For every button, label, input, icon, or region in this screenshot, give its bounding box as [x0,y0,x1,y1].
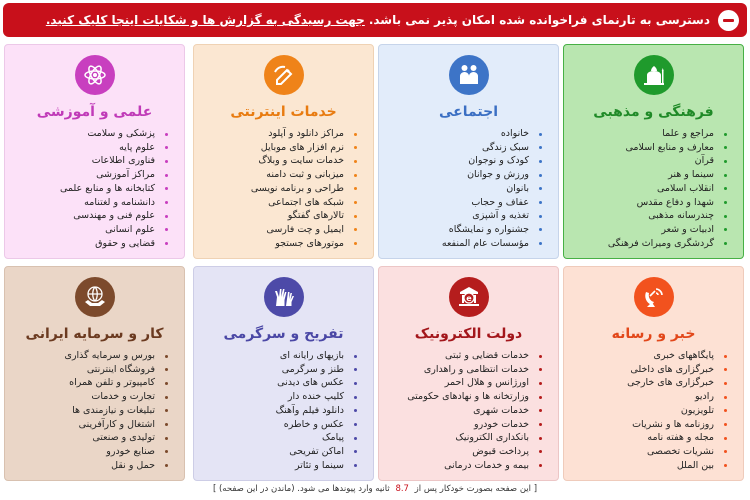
category-links [5,127,184,250]
category-links [379,127,558,250]
internet-services-icon[interactable] [264,55,304,95]
redirect-suffix[interactable]: ثانیه وارد پیوندها می شود. (ماندن در این صفحه) ] [212,484,390,494]
category-card-news [563,266,744,481]
category-link[interactable]: جشنواره و نمایشگاه [385,223,542,237]
category-link[interactable]: صنایع خودرو [11,445,168,459]
category-card-business [4,266,185,481]
category-link[interactable]: نشریات تخصصی [570,445,727,459]
category-link[interactable]: تبلیغات و نیازمندی ها [11,404,168,418]
category-link[interactable]: دانشنامه و لغتنامه [11,196,168,210]
category-title[interactable]: فرهنگی و مذهبی [593,104,714,120]
category-link[interactable]: عفاف و حجاب [385,196,542,210]
category-link[interactable]: چندرسانه مذهبی [570,209,727,223]
category-card-internet [193,44,374,259]
category-links [194,349,373,472]
category-link[interactable]: وزارتخانه ها و نهادهای حکومتی [385,390,542,404]
stop-icon [718,10,739,31]
satellite-dish-icon[interactable] [634,277,674,317]
category-link[interactable]: عکس های دیدنی [200,376,357,390]
category-title[interactable]: خبر و رسانه [611,326,696,342]
countdown-seconds: 8.7 [395,484,409,494]
category-card-science [4,44,185,259]
category-link[interactable]: ادبیات و شعر [570,223,727,237]
people-icon[interactable] [449,55,489,95]
category-link[interactable]: کتابخانه ها و منابع علمی [11,182,168,196]
category-link[interactable]: روزنامه ها و نشریات [570,418,727,432]
category-link[interactable]: کلیپ خنده دار [200,390,357,404]
complaint-link[interactable]: جهت رسیدگی به گزارش ها و شکایات اینجا کلیک کنید. [45,13,365,27]
category-link[interactable]: بانکداری الکترونیک [385,431,542,445]
category-link[interactable]: موتورهای جستجو [200,237,357,251]
category-link[interactable]: قرآن [570,154,727,168]
category-link[interactable]: فروشگاه اینترنتی [11,363,168,377]
category-link[interactable]: شبکه های اجتماعی [200,196,357,210]
category-link[interactable]: اماکن تفریحی [200,445,357,459]
category-links [564,349,743,472]
category-link[interactable]: خبرگزاری های داخلی [570,363,727,377]
category-link[interactable]: پرداخت قبوض [385,445,542,459]
category-card-entertainment [193,266,374,481]
category-link[interactable]: نرم افزار های موبایل [200,141,357,155]
category-link[interactable]: اشتغال و کارآفرینی [11,418,168,432]
auto-redirect-notice [0,484,750,498]
category-link[interactable]: خدمات قضایی و ثبتی [385,349,542,363]
category-link[interactable]: تولیدی و صنعتی [11,431,168,445]
category-link[interactable]: سبک زندگی [385,141,542,155]
category-link[interactable]: خبرگزاری های خارجی [570,376,727,390]
category-link[interactable]: مراکز آموزشی [11,168,168,182]
alert-message: دسترسی به تارنمای فراخوانده شده امکان پذیر نمی باشد. [368,13,710,27]
category-title[interactable]: دولت الکترونیک [414,326,523,342]
category-card-social [378,44,559,259]
category-link[interactable]: سینما و هنر [570,168,727,182]
category-card-cultural [563,44,744,259]
category-link[interactable]: طنز و سرگرمی [200,363,357,377]
category-link[interactable]: مؤسسات عام المنفعه [385,237,542,251]
category-link[interactable]: خدمات انتظامی و راهداری [385,363,542,377]
category-links [194,127,373,250]
redirect-prefix: [ این صفحه بصورت خودکار پس از [414,484,538,494]
category-link[interactable]: ورزش و جوانان [385,168,542,182]
category-link[interactable]: خدمات سایت و وبلاگ [200,154,357,168]
category-link[interactable]: فناوری اطلاعات [11,154,168,168]
category-link[interactable]: علوم انسانی [11,223,168,237]
category-link[interactable]: مراجع و علما [570,127,727,141]
category-link[interactable]: ایمیل و چت فارسی [200,223,357,237]
hands-up-icon[interactable] [264,277,304,317]
category-link[interactable]: مراکز دانلود و آپلود [200,127,357,141]
category-link[interactable]: طراحی و برنامه نویسی [200,182,357,196]
category-links [379,349,558,472]
category-links [564,127,743,250]
category-link[interactable]: علوم پایه [11,141,168,155]
category-title[interactable]: علمی و آموزشی [36,104,153,120]
svg-text:e: e [465,294,472,303]
category-link[interactable]: عکس و خاطره [200,418,357,432]
category-link[interactable]: بورس و سرمایه گذاری [11,349,168,363]
category-title[interactable]: کار و سرمایه ایرانی [25,326,164,342]
atom-icon[interactable] [75,55,115,95]
category-link[interactable]: شهدا و دفاع مقدس [570,196,727,210]
category-link[interactable]: بازیهای رایانه ای [200,349,357,363]
category-link[interactable]: سینما و تئاتر [200,459,357,473]
category-title[interactable]: تفریح و سرگرمی [223,326,344,342]
category-link[interactable]: دانلود فیلم وآهنگ [200,404,357,418]
category-title[interactable]: خدمات اینترنتی [230,104,337,120]
category-title[interactable]: اجتماعی [439,104,498,120]
category-link[interactable]: پزشکی و سلامت [11,127,168,141]
category-link[interactable]: تجارت و خدمات [11,390,168,404]
category-link[interactable]: خدمات خودرو [385,418,542,432]
category-link[interactable]: کودک و نوجوان [385,154,542,168]
category-link[interactable]: بانوان [385,182,542,196]
access-denied-alert [3,3,747,37]
category-card-egov [378,266,559,481]
category-link[interactable]: بین الملل [570,459,727,473]
category-link[interactable]: پایگاههای خبری [570,349,727,363]
category-link[interactable]: تالارهای گفتگو [200,209,357,223]
category-link[interactable]: انقلاب اسلامی [570,182,727,196]
category-links [5,349,184,472]
category-link[interactable]: میزبانی و ثبت دامنه [200,168,357,182]
category-link[interactable]: تلویزیون [570,404,727,418]
category-link[interactable]: حمل و نقل [11,459,168,473]
category-link[interactable]: اورژانس و هلال احمر [385,376,542,390]
category-link[interactable]: معارف و منابع اسلامی [570,141,727,155]
category-link[interactable]: علوم فنی و مهندسی [11,209,168,223]
handshake-globe-icon[interactable] [75,277,115,317]
e-government-icon[interactable] [449,277,489,317]
category-link[interactable]: بیمه و خدمات درمانی [385,459,542,473]
mosque-icon[interactable] [634,55,674,95]
category-link[interactable]: پیامک [200,431,357,445]
category-link[interactable]: قضایی و حقوق [11,237,168,251]
category-link[interactable]: خانواده [385,127,542,141]
category-link[interactable]: مجله و هفته نامه [570,431,727,445]
category-link[interactable]: تغذیه و آشپزی [385,209,542,223]
category-link[interactable]: رادیو [570,390,727,404]
category-link[interactable]: خدمات شهری [385,404,542,418]
category-link[interactable]: گردشگری ومیراث فرهنگی [570,237,727,251]
category-link[interactable]: کامپیوتر و تلفن همراه [11,376,168,390]
